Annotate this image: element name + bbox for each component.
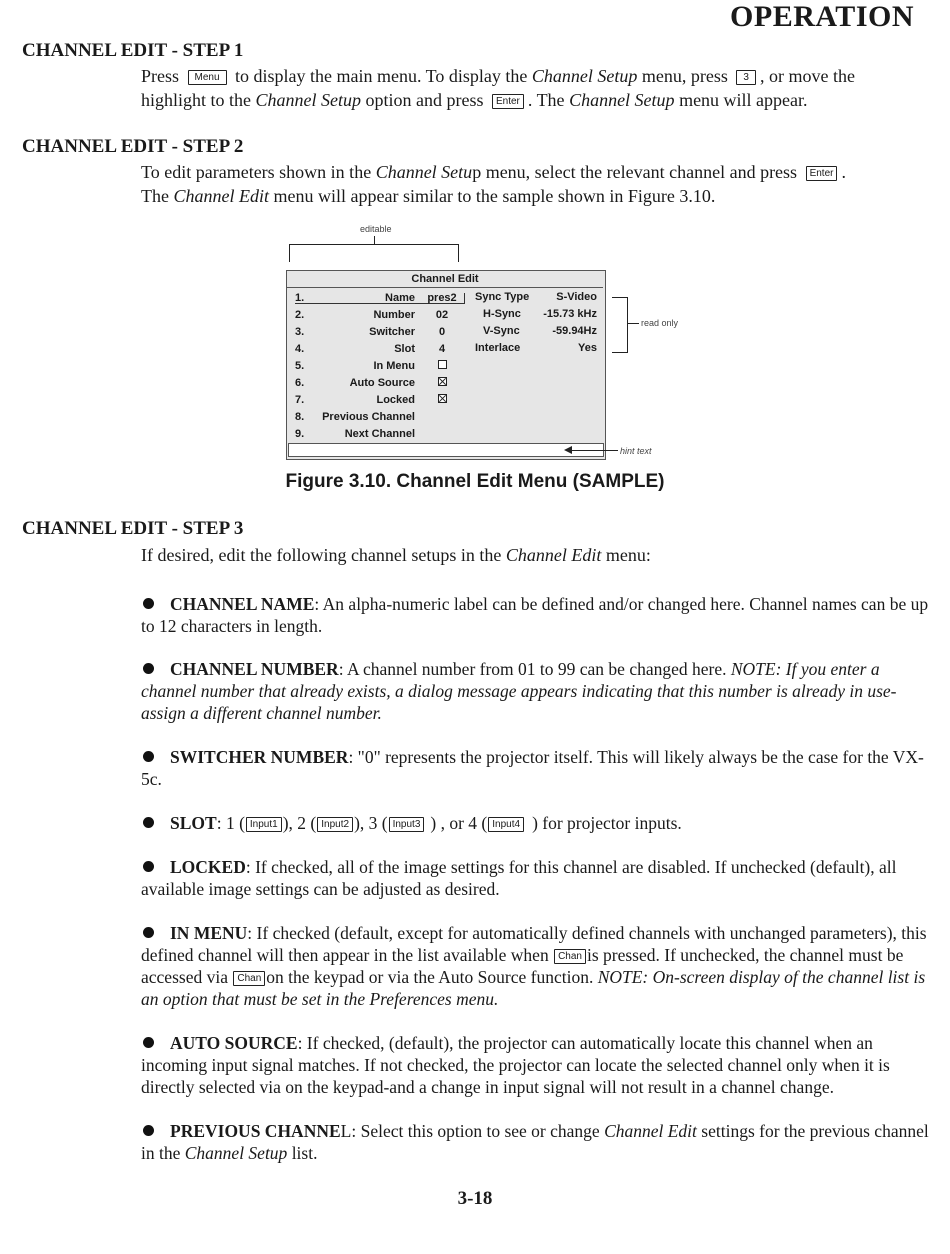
name-field-edge (464, 293, 465, 304)
enter-key-icon: Enter (492, 94, 524, 109)
unchecked-box-icon (438, 360, 447, 369)
chan-key-icon: Chan (554, 949, 586, 964)
bullet-auto-source: AUTO SOURCE: If checked, (default), the projector can automatically locate this channel when an incoming input signal matches. If not checked, the projector can locate the selected channel only when it is directly selected via on the keypad-and a change in input signal will not result in a channel change. (141, 1033, 890, 1097)
bullet-slot: SLOT: 1 ( Input1 ), 2 ( Input2 ), 3 ( Input3 ) , or 4 ( Input4 ) for projector inputs. (141, 812, 931, 834)
step-1-heading: CHANNEL EDIT - STEP 1 (22, 40, 244, 61)
menu-key-icon: Menu (188, 70, 227, 85)
editable-tick (374, 236, 375, 244)
bullet-icon (143, 663, 154, 674)
readonly-pointer (627, 323, 639, 324)
bullet-icon (143, 751, 154, 762)
channel-edit-menu: Channel Edit 1. Name pres2 2. Number 02 3. Switcher 0 4. Slot 4 5. In Menu 6. Auto Source 7. Locked 8. Previous Channel 9. Next Channel Sync Type S-Video H-Sync -15.73 kHz V-Sync -59.94Hz Interlace Yes (286, 270, 606, 460)
editable-label: editable (360, 224, 392, 234)
checked-box-icon (438, 394, 447, 403)
readonly-bracket-bottom (612, 352, 628, 353)
input1-key-icon: Input1 (246, 817, 282, 832)
checked-box-icon (438, 377, 447, 386)
step-2-heading: CHANNEL EDIT - STEP 2 (22, 136, 244, 157)
bullet-channel-name: CHANNEL NAME: An alpha-numeric label can be defined and/or changed here. Channel names can be up to 12 characters in length. (141, 594, 929, 636)
bullet-in-menu: IN MENU: If checked (default, except for automatically defined channels with unchanged parameters), this defined channel will then appear in the list available when Chan is pressed. If unchecked, the channel must be accessed via Chan on the keypad or via the Auto Source function. NOTE: On-screen display of the channel list is an option that must be set in the Preferences menu. (141, 923, 927, 1009)
step-2-text: To edit parameters shown in the Channel Setup menu, select the relevant channel and press Enter . The Channel Edit menu will appear similar to the sample shown in Figure 3.10. (141, 162, 846, 206)
bullet-icon (143, 817, 154, 828)
editable-bracket-left (289, 244, 290, 262)
read-only-label: read only (641, 318, 679, 328)
chan-key-icon: Chan (233, 971, 265, 986)
bullet-icon (143, 1037, 154, 1048)
readonly-bracket-side (627, 297, 628, 353)
bullet-icon (143, 861, 154, 872)
hint-text-bar (288, 443, 604, 457)
editable-bracket-right (458, 244, 459, 262)
enter-key-icon: Enter (806, 166, 838, 181)
bullet-previous-channel: PREVIOUS CHANNEL: Select this option to see or change Channel Edit settings for the previous channel in the Channel Setup list. (141, 1121, 929, 1163)
readonly-bracket-top (612, 297, 628, 298)
step-3-heading: CHANNEL EDIT - STEP 3 (22, 518, 244, 539)
channel-edit-figure (280, 224, 700, 464)
menu-title: Channel Edit (287, 271, 603, 288)
arrow-left-icon (564, 446, 572, 454)
step-3-intro: If desired, edit the following channel setups in the Channel Edit menu: (141, 545, 651, 565)
input4-key-icon: Input4 (488, 817, 524, 832)
bullet-switcher-number: SWITCHER NUMBER: "0" represents the projector itself. This will likely always be the case for the VX-5c. (141, 747, 924, 789)
bullet-icon (143, 927, 154, 938)
page-header-title: OPERATION (730, 0, 914, 33)
hint-arrow-line (570, 450, 618, 451)
bullet-icon (143, 598, 154, 609)
bullet-locked: LOCKED: If checked, all of the image settings for this channel are disabled. If unchecked (default), all available image settings can be adjusted as desired. (141, 857, 897, 899)
figure-caption: Figure 3.10. Channel Edit Menu (SAMPLE) (285, 471, 665, 492)
editable-bracket (289, 244, 459, 245)
bullet-icon (143, 1125, 154, 1136)
page-number: 3-18 (457, 1188, 493, 1209)
step-1-text: Press Menu to display the main menu. To display the Channel Setup menu, press 3 , or move the highlight to the Channel Setup option and press Enter . The Channel Setup menu will appear. (141, 66, 855, 110)
input2-key-icon: Input2 (317, 817, 353, 832)
key-3-icon: 3 (736, 70, 756, 85)
bullet-channel-number: CHANNEL NUMBER: A channel number from 01 to 99 can be changed here. NOTE: If you enter a channel number that already exists, a dialog message appears indicating that this number is already in use-assign a different channel number. (141, 659, 897, 723)
input3-key-icon: Input3 (389, 817, 425, 832)
hint-text-label: hint text (620, 446, 652, 456)
